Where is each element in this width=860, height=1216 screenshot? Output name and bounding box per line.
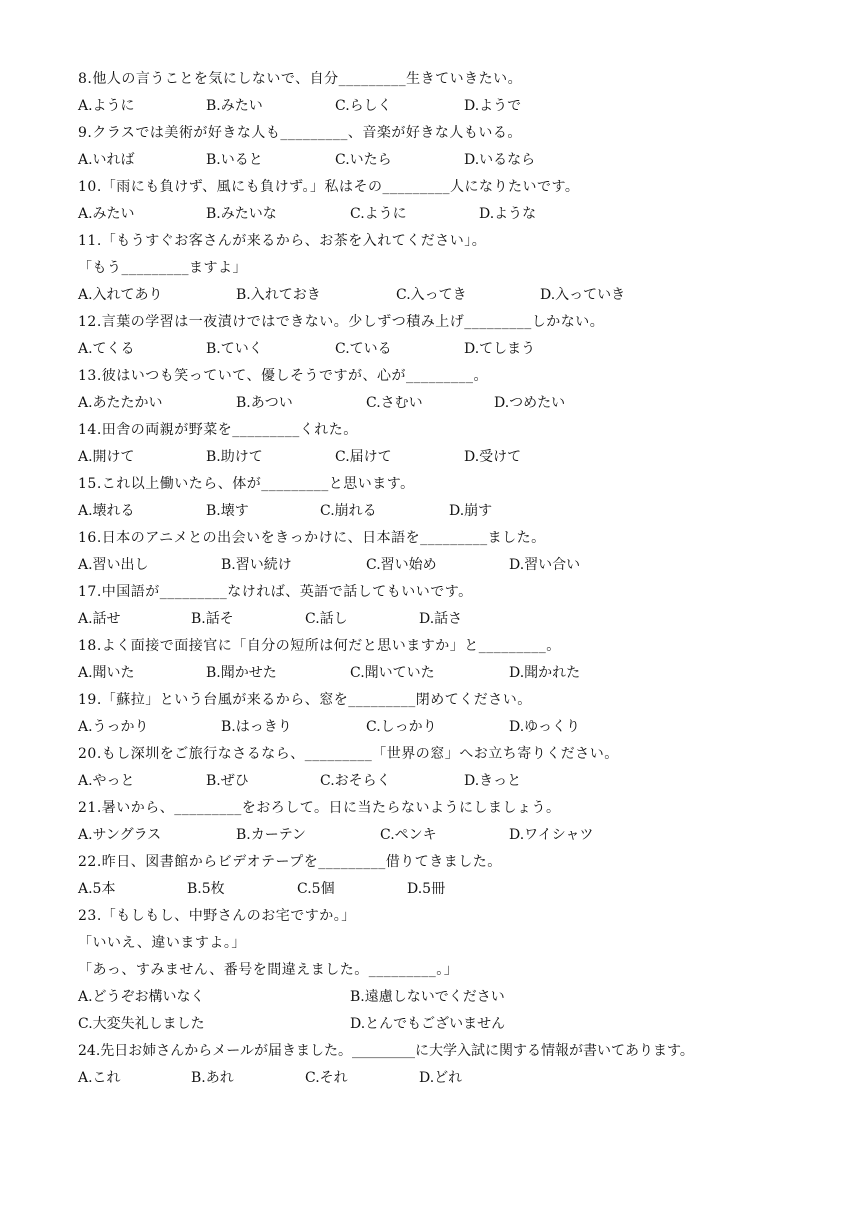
option-b: B.あつい — [236, 395, 293, 411]
option-c: C.それ — [305, 1070, 348, 1086]
option-d: D.ようで — [464, 98, 522, 114]
question-11-stem: 11.「もうすぐお客さんが来るから、お茶を入れてください」。 — [78, 233, 487, 249]
option-d: D.話さ — [419, 611, 463, 627]
option-d: D.ゆっくり — [509, 719, 581, 735]
question-18-stem: 18.よく面接で面接官に「自分の短所は何だと思いますか」と_________。 — [78, 638, 561, 654]
option-b: B.いると — [206, 152, 263, 168]
option-c: C.らしく — [335, 98, 392, 114]
question-15-options — [78, 502, 778, 520]
option-a: A.5本 — [78, 881, 116, 897]
option-c: C.崩れる — [320, 503, 377, 519]
option-b: B.5枚 — [187, 881, 225, 897]
question-20-stem: 20.もし深圳をご旅行なさるなら、_________「世界の窓」へお立ち寄りください。 — [78, 746, 619, 762]
option-a: A.てくる — [78, 341, 135, 357]
question-22-options — [78, 880, 778, 898]
option-c: C.ている — [335, 341, 392, 357]
question-24-options — [78, 1069, 778, 1087]
option-c: C.習い始め — [366, 557, 437, 573]
option-d: D.入っていき — [540, 287, 626, 303]
option-c: C.届けて — [335, 449, 392, 465]
option-a: A.壊れる — [78, 503, 135, 519]
question-23-stem: 23.「もしもし、中野さんのお宅ですか。」 — [78, 908, 356, 924]
question-8-options — [78, 97, 778, 115]
question-12-options — [78, 340, 778, 358]
option-d: D.受けて — [464, 449, 522, 465]
option-c: C.5個 — [297, 881, 335, 897]
option-c: C.ように — [350, 206, 407, 222]
option-b: B.ぜひ — [206, 773, 249, 789]
question-17-options — [78, 610, 778, 628]
option-b: B.助けて — [206, 449, 263, 465]
option-b: B.みたいな — [206, 206, 277, 222]
question-10-stem: 10.「雨にも負けず、風にも負けず。」私はその_________人になりたいです。 — [78, 179, 580, 195]
option-a: A.どうぞお構いなく — [78, 989, 205, 1005]
question-23-response: 「あっ、すみません、番号を間違えました。_________。」 — [78, 962, 459, 978]
option-d: D.とんでもございません — [350, 1016, 506, 1032]
option-d: D.5冊 — [407, 881, 446, 897]
option-d: D.崩す — [449, 503, 493, 519]
option-a: A.うっかり — [78, 719, 149, 735]
question-16-options — [78, 556, 778, 574]
option-b: B.あれ — [191, 1070, 234, 1086]
question-10-options — [78, 205, 778, 223]
option-c: C.話し — [305, 611, 348, 627]
option-c: C.しっかり — [366, 719, 437, 735]
option-a: A.開けて — [78, 449, 135, 465]
question-9-stem: 9.クラスでは美術が好きな人も_________、音楽が好きな人もいる。 — [78, 125, 522, 141]
option-b: B.カーテン — [236, 827, 307, 843]
question-14-stem: 14.田舎の両親が野菜を_________くれた。 — [78, 422, 358, 438]
question-22-stem: 22.昨日、図書館からビデオテープを_________借りてきました。 — [78, 854, 502, 870]
option-b: B.話そ — [191, 611, 234, 627]
option-c: C.いたら — [335, 152, 392, 168]
option-c: C.さむい — [366, 395, 423, 411]
question-14-options — [78, 448, 778, 466]
question-19-stem: 19.「蘇拉」という台風が来るから、窓を_________閉めてください。 — [78, 692, 532, 708]
option-b: B.ていく — [206, 341, 263, 357]
question-12-stem: 12.言葉の学習は一夜漬けではできない。少しずつ積み上げ_________しかない。 — [78, 314, 605, 330]
option-d: D.つめたい — [494, 395, 566, 411]
option-d: D.どれ — [419, 1070, 463, 1086]
question-23-options-row-2 — [78, 1015, 778, 1033]
option-b: B.みたい — [206, 98, 263, 114]
option-d: D.てしまう — [464, 341, 536, 357]
option-a: A.話せ — [78, 611, 121, 627]
question-24-stem: 24.先日お姉さんからメールが届きました。_________に大学入試に関する情報が書いてあります。 — [78, 1043, 694, 1059]
option-d: D.習い合い — [509, 557, 581, 573]
option-b: B.遠慮しないでください — [350, 989, 505, 1005]
question-13-options — [78, 394, 778, 412]
option-a: A.やっと — [78, 773, 135, 789]
option-a: A.サングラス — [78, 827, 162, 843]
question-8-stem: 8.他人の言うことを気にしないで、自分_________生きていきたい。 — [78, 71, 523, 87]
option-a: A.ように — [78, 98, 135, 114]
question-11-options — [78, 286, 778, 304]
option-a: A.みたい — [78, 206, 135, 222]
question-18-options — [78, 664, 778, 682]
option-b: B.入れておき — [236, 287, 321, 303]
question-23-options-row-1 — [78, 988, 778, 1006]
option-d: D.きっと — [464, 773, 522, 789]
question-21-stem: 21.暑いから、_________をおろして。日に当たらないようにしましょう。 — [78, 800, 561, 816]
question-15-stem: 15.これ以上働いたら、体が_________と思います。 — [78, 476, 415, 492]
option-d: D.ワイシャツ — [509, 827, 594, 843]
option-c: C.入ってき — [396, 287, 467, 303]
question-23-reply: 「いいえ、違いますよ。」 — [78, 935, 246, 951]
question-9-options — [78, 151, 778, 169]
option-d: D.ような — [479, 206, 537, 222]
question-16-stem: 16.日本のアニメとの出会いをきっかけに、日本語を_________ました。 — [78, 530, 546, 546]
option-b: B.壊す — [206, 503, 249, 519]
option-a: A.入れてあり — [78, 287, 163, 303]
option-b: B.はっきり — [221, 719, 292, 735]
question-19-options — [78, 718, 778, 736]
question-21-options — [78, 826, 778, 844]
question-11-reply: 「もう_________ますよ」 — [78, 260, 247, 276]
option-b: B.習い続け — [221, 557, 292, 573]
option-a: A.これ — [78, 1070, 121, 1086]
option-d: D.いるなら — [464, 152, 536, 168]
option-d: D.聞かれた — [509, 665, 581, 681]
option-b: B.聞かせた — [206, 665, 277, 681]
option-c: C.おそらく — [320, 773, 391, 789]
option-a: A.いれば — [78, 152, 135, 168]
question-20-options — [78, 772, 778, 790]
option-a: A.習い出し — [78, 557, 149, 573]
question-13-stem: 13.彼はいつも笑っていて、優しそうですが、心が_________。 — [78, 368, 488, 384]
option-a: A.あたたかい — [78, 395, 163, 411]
option-c: C.ペンキ — [380, 827, 437, 843]
option-c: C.聞いていた — [350, 665, 435, 681]
question-17-stem: 17.中国語が_________なければ、英語で話してもいいです。 — [78, 584, 473, 600]
option-a: A.聞いた — [78, 665, 135, 681]
option-c: C.大変失礼しました — [78, 1016, 205, 1032]
